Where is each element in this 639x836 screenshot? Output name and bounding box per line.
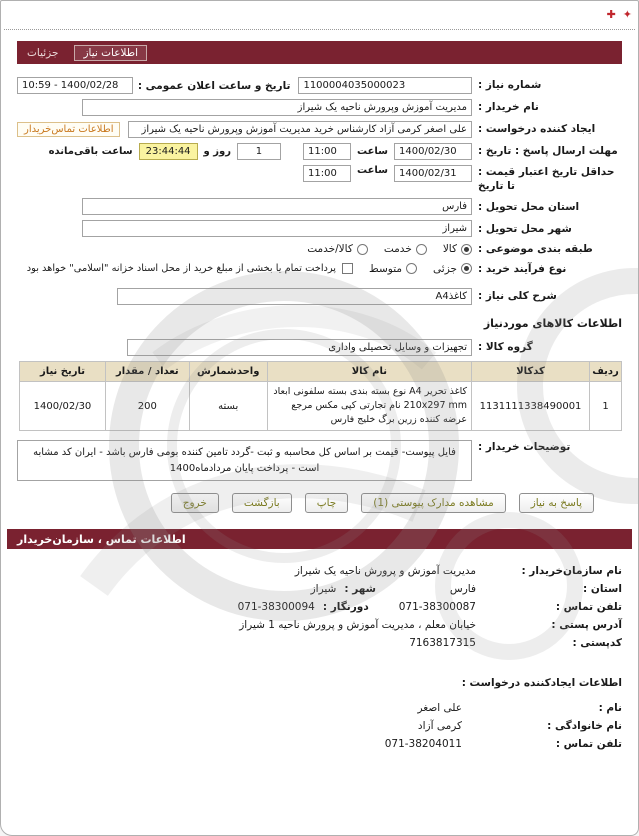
top-separator [4,29,635,30]
request-creator-section [1,655,638,750]
contact-province-value: فارس [449,583,476,596]
contact-address-label: آدرس پستی : [551,619,622,632]
deadline-hour-field[interactable]: 11:00 [303,143,351,160]
subject-category-label: طبقه بندی موضوعی : [478,243,593,256]
action-buttons [17,493,594,513]
creator-last-name-label: نام خانوادگی : [547,720,622,733]
creator-last-name-row [17,720,622,732]
buyer-notes-row [17,440,622,481]
radio-goods-icon[interactable] [461,244,472,255]
subject-category-row [17,242,622,256]
postal-code-row [17,637,622,649]
request-creator-field[interactable]: علی اصغر کرمی آزاد کارشناس خرید مدیریت آموزش وپرورش ناحیه یک شیراز [128,121,472,138]
tab-need-info[interactable]: اطلاعات نیاز [74,45,147,61]
delivery-province-row [17,198,622,215]
col-item-name: نام کالا [267,361,471,381]
tab-details[interactable]: جزئیات [27,46,59,59]
creator-phone-value: 071-38204011 [384,738,462,751]
print-button[interactable]: چاپ [305,493,349,513]
validity-hour-field[interactable]: 11:00 [303,165,351,182]
goods-table-header-row [20,361,622,381]
col-item-code: کدکالا [472,361,590,381]
creator-last-name-value: کرمی آزاد [417,720,462,733]
buyer-name-field[interactable]: مدیریت آموزش وپرورش ناحیه یک شیراز [82,99,472,116]
col-quantity: تعداد / مقدار [105,361,189,381]
deadline-date-field[interactable]: 1400/02/30 [394,143,472,160]
contact-address-value: خیابان معلم ، مدیریت آموزش و پرورش ناحیه 1 شیراز [239,619,476,632]
treasury-checkbox-group [27,263,353,274]
contact-section-header: اطلاعات تماس ، سازمان‌خریدار [7,529,632,549]
radio-service-icon[interactable] [416,244,427,255]
request-creator-label: ایجاد کننده درخواست : [478,123,596,136]
cell-unit: بسته [189,381,267,431]
remaining-days-field: 1 [237,143,281,160]
price-validity-label: حداقل تاریخ اعتبار قیمت : تا تاریخ [478,166,615,193]
delivery-city-label: شهر محل تحویل : [478,222,572,235]
buyer-contact-section [1,549,638,649]
org-name-label: نام سازمان‌خریدار : [521,565,622,578]
cell-item-code: 1131111338490001 [472,381,590,431]
address-row [17,619,622,631]
creator-first-name-row [17,702,622,714]
category-option-goods-service[interactable]: کالا/خدمت [307,243,368,255]
creator-phone-label: تلفن تماس : [555,738,622,751]
buyer-notes-label: توضیحات خریدار : [478,441,571,454]
toolbar-plus-icon[interactable]: ✚ [606,7,616,21]
creator-first-name-label: نام : [598,702,622,715]
col-row-number: ردیف [590,361,622,381]
toolbar-star-icon[interactable]: ✦ [622,7,632,21]
need-description-label: شرح کلی نیاز : [478,290,557,303]
goods-group-field[interactable]: تجهیزات و وسایل تحصیلی واداری [127,339,472,356]
creator-section-header: اطلاعات ایجادکننده درخواست : [461,677,622,690]
remaining-hours-label: ساعت باقی‌مانده [48,146,133,157]
buyer-notes-text: فایل پیوست- قیمت بر اساس کل محاسبه و ثبت -گردد تامین کننده بومی فارس باشد - ایران کد مشابه است - پرداخت پایان مردادماه1400 [17,440,472,481]
back-button[interactable]: بازگشت [232,493,292,513]
reply-deadline-label: مهلت ارسال پاسخ : تاریخ : [478,145,618,158]
col-unit: واحدشمارش [189,361,267,381]
delivery-city-row [17,220,622,237]
contact-province-label: استان : [583,583,622,596]
request-creator-row [17,121,622,138]
cell-quantity: 200 [105,381,189,431]
contact-phone-value: 071-38300087 [398,601,476,614]
need-description-row [17,288,622,305]
radio-medium-icon[interactable] [406,263,417,274]
remaining-days-unit: روز و [203,146,231,157]
purchase-option-minor[interactable]: جزئی [433,263,472,275]
validity-hour-label: ساعت [356,165,388,176]
purchase-type-label: نوع فرآیند خرید : [478,262,567,275]
phone-fax-row [17,601,622,613]
need-number-row [17,77,622,94]
exit-button[interactable]: خروج [171,493,219,513]
postal-code-value: 7163817315 [409,637,476,650]
creator-first-name-value: علی اصغر [417,702,462,715]
goods-table [19,361,622,432]
reply-deadline-row [17,143,622,160]
radio-goods-service-icon[interactable] [357,244,368,255]
reply-button[interactable]: پاسخ به نیاز [519,493,594,513]
treasury-checkbox[interactable] [342,263,353,274]
goods-section-title: اطلاعات کالاهای موردنیاز [483,316,622,330]
goods-group-label: گروه کالا : [478,341,533,354]
purchase-option-medium[interactable]: متوسط [369,263,417,275]
postal-code-label: کدپستی : [572,637,622,650]
category-option-service[interactable]: خدمت [384,243,427,255]
contact-phone-label: تلفن تماس : [555,601,622,614]
need-info-form [1,64,638,513]
creator-phone-row [17,738,622,750]
contact-city-value: شیراز [310,583,337,596]
need-number-label: شماره نیاز : [478,79,542,92]
org-name-row [17,565,622,577]
announce-datetime-label: تاریخ و ساعت اعلان عمومی : [137,79,291,92]
radio-minor-icon[interactable] [461,263,472,274]
buyer-name-label: نام خریدار : [478,101,539,114]
contact-fax-value: 071-38300094 [237,601,315,614]
delivery-city-field[interactable]: شیراز [82,220,472,237]
need-number-field[interactable]: 1100004035000023 [298,77,472,94]
cell-item-name: کاغذ تحریر A4 نوع بسته بندی بسته سلفونی ابعاد 210x297 mm نام تجارتی کپی مکس مرجع عرضه کننده زرین برگ خلیج فارس [267,381,471,431]
cell-need-date: 1400/02/30 [20,381,106,431]
contact-city-label: شهر : [344,583,376,596]
countdown-timer: 23:44:44 [139,143,198,160]
org-name-value: مدیریت آموزش و پرورش ناحیه یک شیراز [294,565,476,578]
deadline-hour-label: ساعت [356,146,388,157]
province-city-row [17,583,622,595]
treasury-note: پرداخت تمام یا بخشی از مبلغ خرید از محل اسناد خزانه "اسلامی" خواهد بود [26,263,337,275]
goods-group-row [17,339,622,356]
table-row [20,381,622,431]
buyer-name-row [17,99,622,116]
top-toolbar [1,1,638,23]
price-validity-row [17,165,622,193]
buyer-contact-link[interactable]: اطلاعات تماس‌خریدار [17,122,120,137]
purchase-type-row [17,262,622,276]
contact-fax-label: دورنگار : [322,601,369,614]
tab-bar [17,41,622,64]
validity-date-field[interactable]: 1400/02/31 [394,165,472,182]
cell-row-number: 1 [590,381,622,431]
announce-datetime-field[interactable]: 10:59 - 1400/02/28 [17,77,133,94]
need-description-field[interactable]: کاغذA4 [117,288,472,305]
delivery-province-field[interactable]: فارس [82,198,472,215]
category-option-goods[interactable]: کالا [443,243,472,255]
col-need-date: تاریخ نیاز [20,361,106,381]
attachments-button[interactable]: مشاهده مدارک پیوستی (1) [361,493,505,513]
delivery-province-label: استان محل تحویل : [478,200,580,213]
